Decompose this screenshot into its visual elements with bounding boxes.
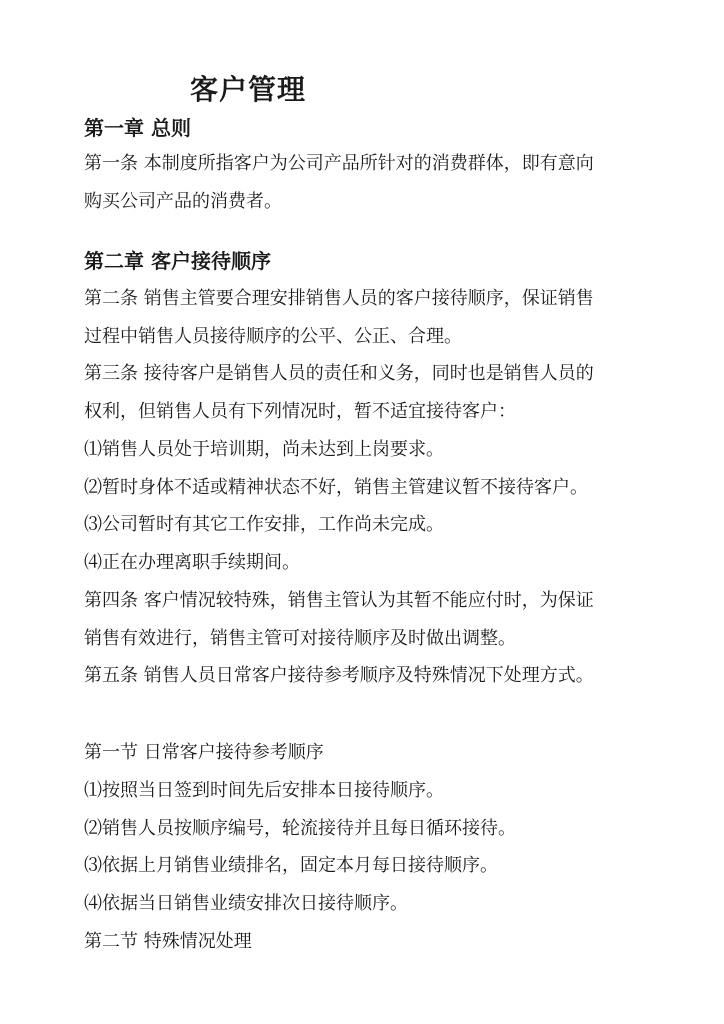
section-1-item-4: ⑷依据当日销售业绩安排次日接待顺序。 xyxy=(84,893,408,914)
article-3-item-1: ⑴销售人员处于培训期，尚未达到上岗要求。 xyxy=(84,439,444,460)
section-2-heading: 第二节 特殊情况处理 xyxy=(84,931,252,952)
article-1-line-1: 第一条 本制度所指客户为公司产品所针对的消费群体，即有意向 xyxy=(84,153,594,174)
section-1-item-2: ⑵销售人员按顺序编号，轮流接待并且每日循环接待。 xyxy=(84,818,516,839)
chapter-1-heading: 第一章 总则 xyxy=(84,116,191,140)
section-1-heading: 第一节 日常客户接待参考顺序 xyxy=(84,742,324,763)
section-1-item-3: ⑶依据上月销售业绩排名，固定本月每日接待顺序。 xyxy=(84,855,498,876)
article-1-line-2: 购买公司产品的消费者。 xyxy=(84,191,282,212)
article-2-line-1: 第二条 销售主管要合理安排销售人员的客户接待顺序，保证销售 xyxy=(84,288,594,309)
article-4-line-1: 第四条 客户情况较特殊，销售主管认为其暂不能应付时，为保证 xyxy=(84,590,594,611)
document-title: 客户管理 xyxy=(190,73,307,106)
chapter-2-heading: 第二章 客户接待顺序 xyxy=(84,249,271,273)
article-4-line-2: 销售有效进行，销售主管可对接待顺序及时做出调整。 xyxy=(84,628,516,649)
article-3-line-2: 权利，但销售人员有下列情况时，暂不适宜接待客户： xyxy=(84,401,516,422)
article-3-item-2: ⑵暂时身体不适或精神状态不好，销售主管建议暂不接待客户。 xyxy=(84,477,588,498)
article-3-item-3: ⑶公司暂时有其它工作安排，工作尚未完成。 xyxy=(84,514,444,535)
section-1-item-1: ⑴按照当日签到时间先后安排本日接待顺序。 xyxy=(84,780,444,801)
article-3-line-1: 第三条 接待客户是销售人员的责任和义务，同时也是销售人员的 xyxy=(84,363,594,384)
article-2-line-2: 过程中销售人员接待顺序的公平、公正、合理。 xyxy=(84,326,462,347)
article-3-item-4: ⑷正在办理离职手续期间。 xyxy=(84,552,300,573)
article-5-line-1: 第五条 销售人员日常客户接待参考顺序及特殊情况下处理方式。 xyxy=(84,665,594,686)
